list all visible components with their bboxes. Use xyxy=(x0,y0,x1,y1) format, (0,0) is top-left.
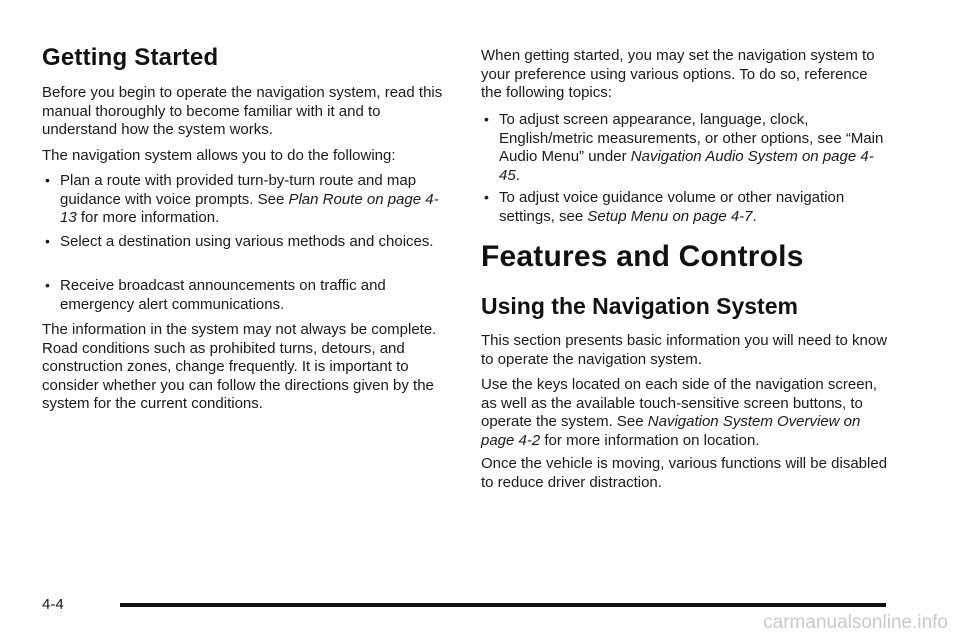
bullet-broadcast: • Receive broadcast announcements on traffic and emergency alert communications. xyxy=(45,277,386,313)
plan-route-link[interactable]: Plan Route on page 4-13 xyxy=(60,190,439,226)
navigation-overview-link[interactable]: Navigation System Overview on page 4-2 xyxy=(481,413,861,449)
bullet-dot-icon: • xyxy=(45,233,50,249)
right-intro-paragraph: When getting started, you may set the navigation system to your preference using various options. To do so, reference the following topics: xyxy=(481,47,875,101)
features-controls-heading: Features and Controls xyxy=(481,240,804,273)
using-navigation-heading: Using the Navigation System xyxy=(481,293,798,319)
navigation-audio-link[interactable]: Navigation Audio System on page 4-45 xyxy=(499,148,874,184)
bullet-dot-icon: • xyxy=(484,111,489,127)
bullet-voice-guidance: • To adjust voice guidance volume or other navigation settings, see Setup Menu on page 4-7. xyxy=(484,189,845,225)
keys-paragraph: Use the keys located on each side of the navigation screen, as well as the available touch-sensitive screen buttons, to operate the system. See Navigation System Overview on page 4-2 for more information on location. xyxy=(481,376,878,449)
bullet-select-destination: • Select a destination using various methods and choices. xyxy=(45,233,434,250)
bullet-dot-icon: • xyxy=(45,172,50,188)
distraction-paragraph: Once the vehicle is moving, various functions will be disabled to reduce driver distraction. xyxy=(481,455,888,491)
section-intro-paragraph: This section presents basic information you will need to know to operate the navigation system. xyxy=(481,332,888,368)
page-number: 4-4 xyxy=(42,596,64,613)
watermark: carmanualsonline.info xyxy=(763,612,948,633)
intro-paragraph: Before you begin to operate the navigation system, read this manual thoroughly to become familiar with it and to understand how the system works. xyxy=(42,84,443,138)
closing-paragraph: The information in the system may not always be complete. Road conditions such as prohibited turns, detours, and construction zones, change frequently. It is important to consider whether you can follow the directions given by the system for the current conditions. xyxy=(42,321,437,412)
setup-menu-link[interactable]: Setup Menu on page 4-7 xyxy=(587,207,753,225)
list-intro: The navigation system allows you to do the following: xyxy=(42,147,396,164)
bullet-dot-icon: • xyxy=(45,277,50,293)
getting-started-heading: Getting Started xyxy=(42,44,219,71)
bullet-screen-appearance: • To adjust screen appearance, language, clock, English/metric measurements, or other options, see “Main Audio Menu” under Navigation Audio System on page 4-45. xyxy=(484,111,884,184)
bullet-plan-route: • Plan a route with provided turn-by-turn route and map guidance with voice prompts. See Plan Route on page 4-13 for more information. xyxy=(45,172,439,226)
footer-rule xyxy=(120,603,886,607)
bullet-dot-icon: • xyxy=(484,189,489,205)
